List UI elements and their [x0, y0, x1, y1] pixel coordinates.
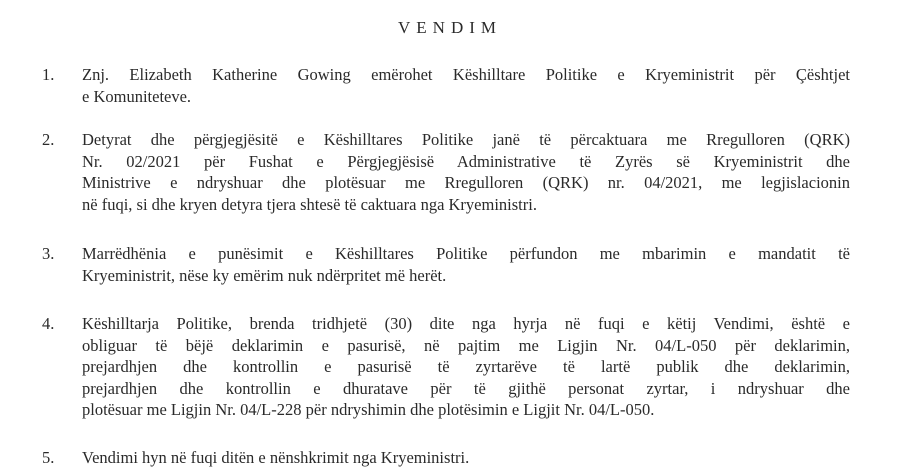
item-line: prejardhjen dhe kontrollin e dhuratave për të gjithë personat zyrtar, i ndryshuar dhe: [82, 378, 850, 398]
item-line: Kryeministrit, nëse ky emërim nuk ndërpritet më herët.: [82, 265, 447, 285]
item-line: e Komuniteteve.: [82, 86, 192, 106]
item-line: Vendimi hyn në fuqi ditën e nënshkrimit nga Kryeministri.: [82, 448, 470, 467]
item-line: Marrëdhënia e punësimit e Këshilltares Politike përfundon me mbarimin e mandatit të: [82, 244, 850, 263]
item-number: 3.: [42, 244, 55, 263]
item-text: [82, 129, 850, 215]
item-line: plotësuar me Ligjin Nr. 04/L-228 për ndryshimin dhe plotësimin e Ligjit Nr. 04/L-050.: [82, 400, 655, 419]
item-line: prejardhjen dhe kontrollin e pasurisë të zyrtarëve të lartë publik dhe deklarimin,: [82, 357, 850, 376]
item-text: [82, 313, 850, 421]
item-text: [82, 447, 850, 469]
item-number: 4.: [42, 314, 55, 333]
document-title: VENDIM: [398, 18, 502, 37]
item-text: [82, 64, 850, 107]
item-line: në fuqi, si dhe kryen detyra tjera shtesë të caktuara nga Kryeministri.: [82, 194, 537, 214]
item-line: Nr. 02/2021 për Fushat e Përgjegjësisë Administrative të Zyrës së Kryeministrit dhe: [82, 151, 850, 171]
item-number: 2.: [42, 130, 55, 149]
item-line: Detyrat dhe përgjegjësitë e Këshilltares Politike janë të përcaktuara me Rregulloren (QRK): [82, 130, 850, 149]
item-number: 5.: [42, 448, 55, 467]
item-line: obliguar të bëjë deklarimin e pasurisë, në pajtim me Ligjin Nr. 04/L-050 për deklarimin,: [82, 335, 850, 355]
item-line: Ministrive e ndryshuar dhe plotësuar me Rregulloren (QRK) nr. 04/2021, me legjislacionin: [82, 173, 850, 192]
item-text: [82, 243, 850, 286]
item-line: Znj. Elizabeth Katherine Gowing emërohet Këshilltare Politike e Kryeministrit për Çështjet: [82, 65, 850, 84]
item-number: 1.: [42, 65, 55, 84]
item-line: Këshilltarja Politike, brenda tridhjetë (30) dite nga hyrja në fuqi e këtij Vendimi, është e: [82, 314, 850, 333]
